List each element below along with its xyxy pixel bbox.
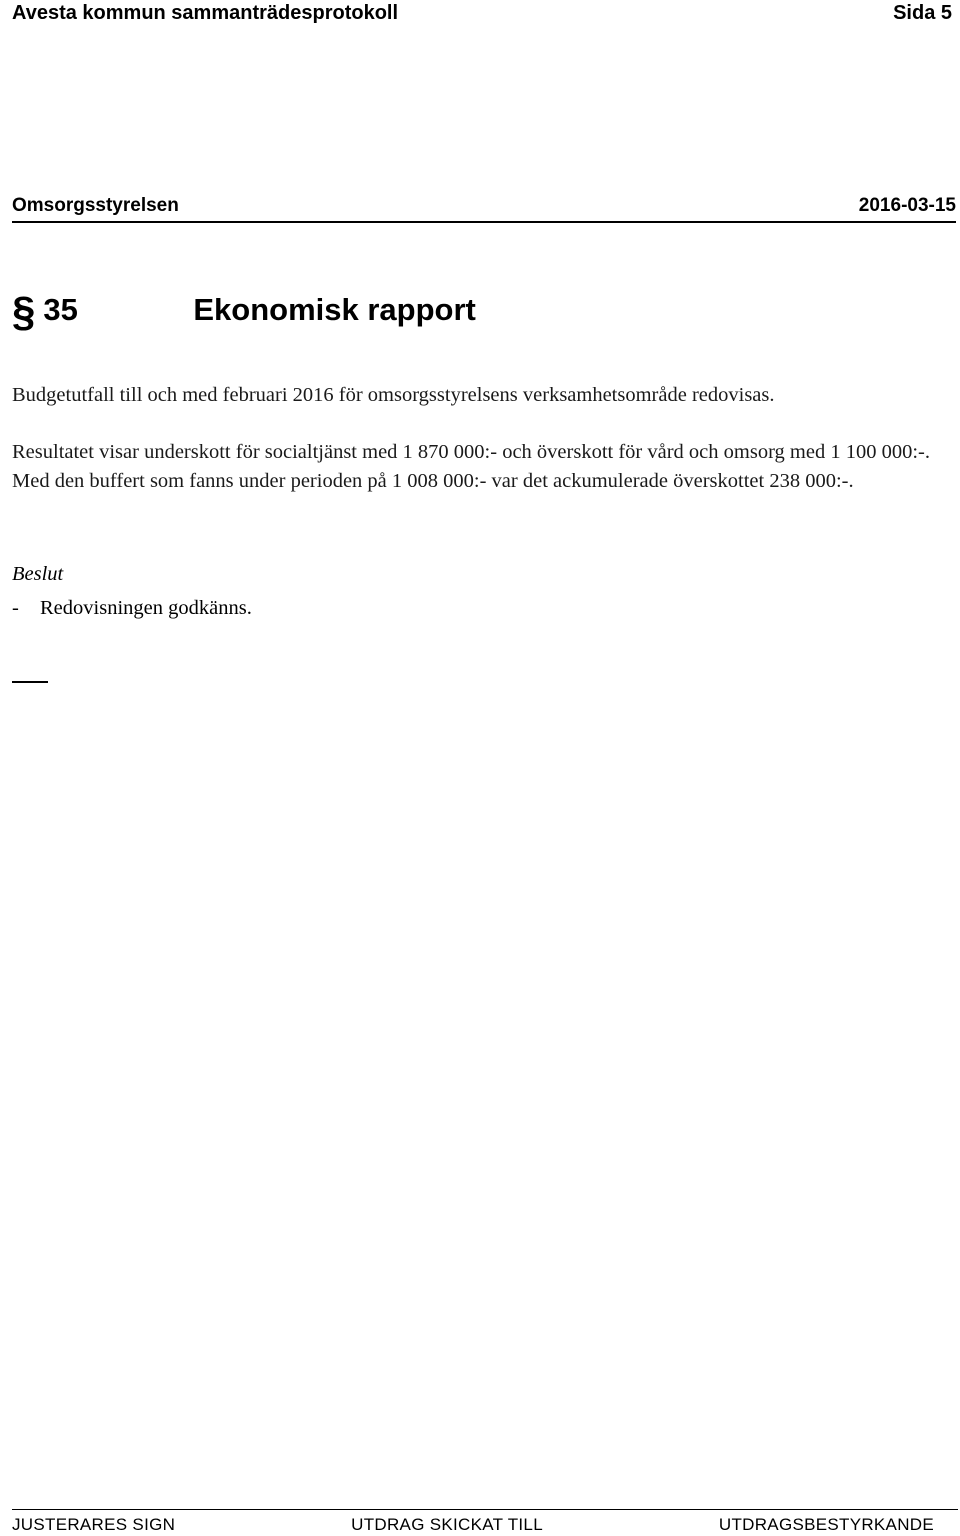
paragraph-sign-icon: § [12, 288, 36, 335]
footer-justerares-sign: JUSTERARES SIGN [12, 1515, 176, 1534]
decision-label: Beslut [12, 563, 64, 585]
section-title: Ekonomisk rapport [193, 292, 476, 327]
decision-item-text: Redovisningen godkänns. [40, 597, 252, 619]
footer-utdragsbestyrkande: UTDRAGSBESTYRKANDE [718, 1515, 934, 1534]
body-paragraph-1: Budgetutfall till och med februari 2016 för omsorgsstyrelsens verksamhetsområde redovisas. [12, 384, 775, 406]
section-heading [12, 288, 476, 335]
decision-item [12, 594, 252, 623]
document-title: Avesta kommun sammanträdesprotokoll [12, 1, 399, 24]
document-header [12, 0, 952, 26]
meeting-date: 2016-03-15 [858, 195, 956, 216]
section-end-divider [12, 681, 48, 683]
decision-item-dash: - [12, 597, 19, 619]
board-divider [12, 221, 956, 223]
board-row [12, 192, 956, 220]
section-number: 35 [43, 292, 78, 327]
page-number: Sida 5 [893, 1, 952, 24]
footer-divider [12, 1509, 958, 1510]
footer-utdrag-skickat: UTDRAG SKICKAT TILL [351, 1515, 543, 1534]
body-paragraph-2: Resultatet visar underskott för socialtjänst med 1 870 000:- och överskott för vård och omsorg med 1 100 000:-. Med den buffert som fanns under perioden på 1 008 000:- var det ackumulerade överskottet 238 000:-. [12, 441, 930, 492]
board-name: Omsorgsstyrelsen [12, 195, 179, 216]
document-footer [12, 1514, 934, 1536]
